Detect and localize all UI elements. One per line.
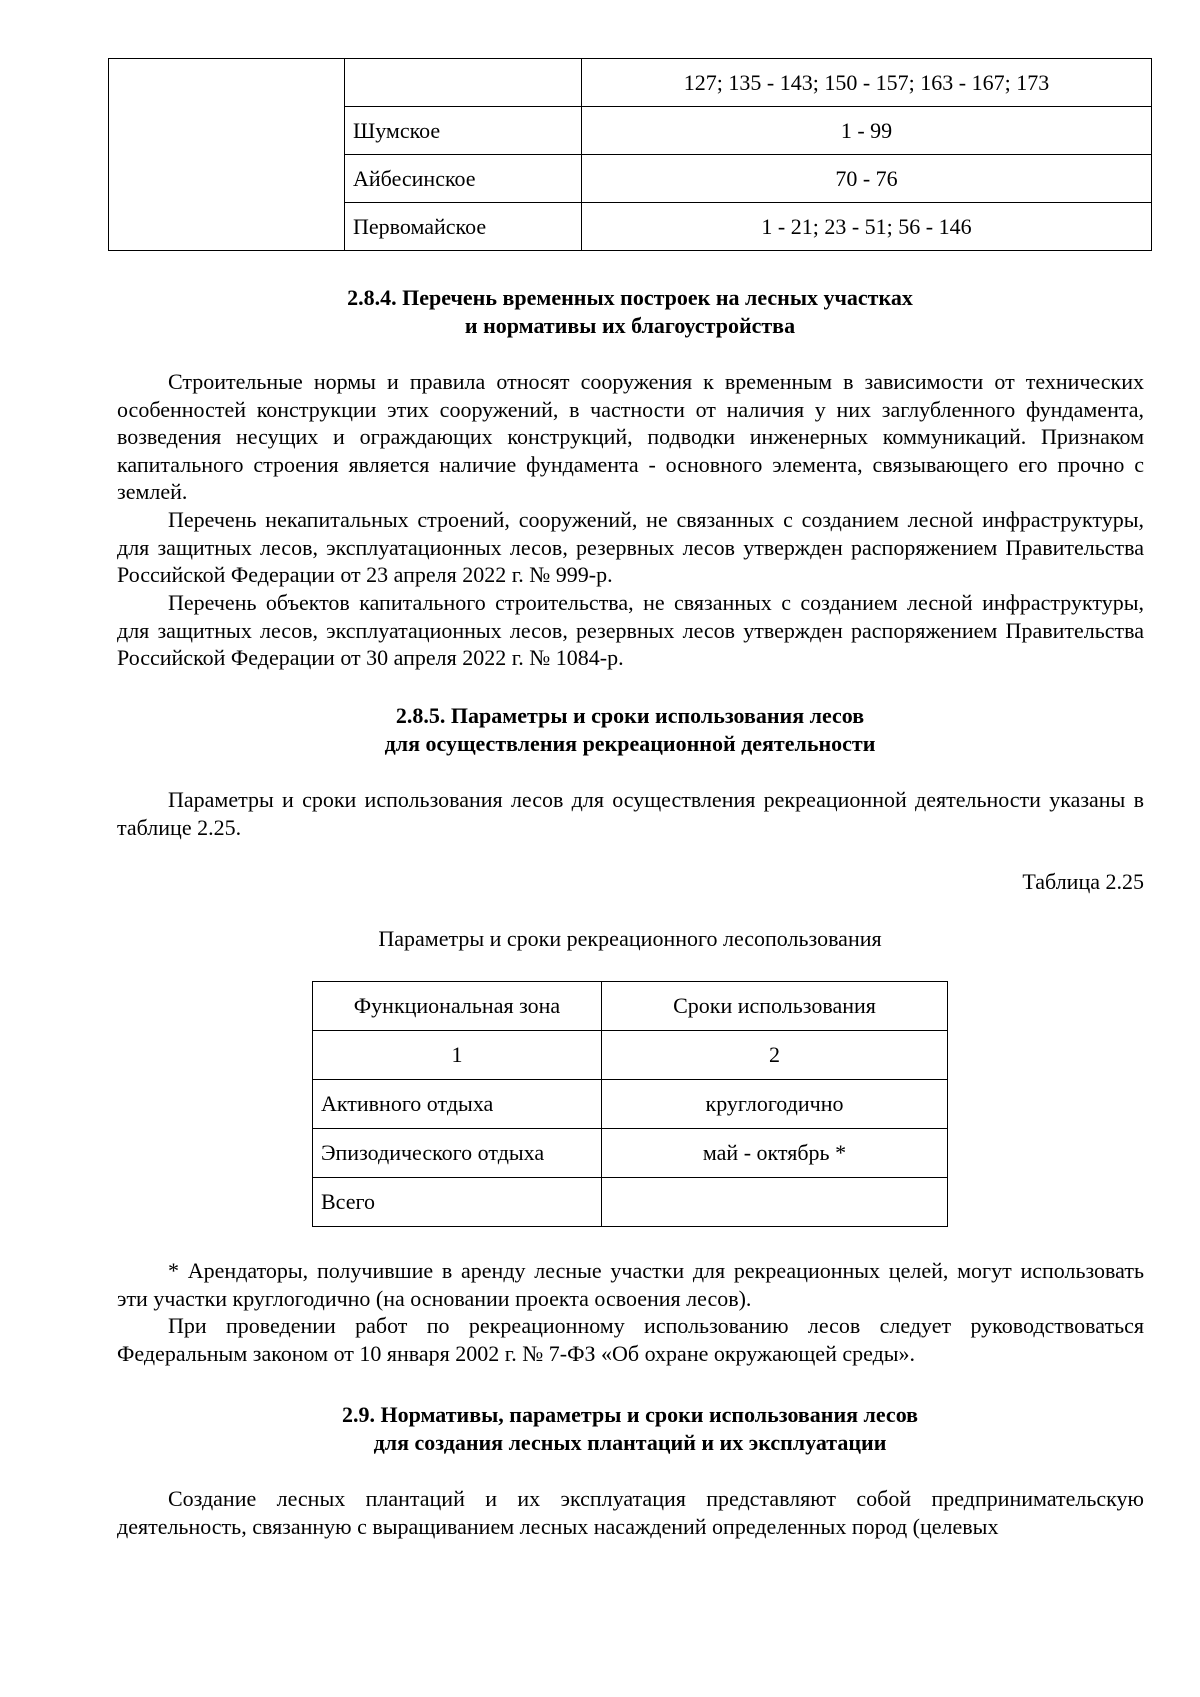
section-heading-284-line2: и нормативы их благоустройства [464, 313, 796, 338]
table-header-row [313, 982, 948, 1031]
table-cell-zone: Всего [313, 1178, 602, 1227]
paragraph: Перечень объектов капитального строительства, не связанных с созданием лесной инфраструктуры, для защитных лесов, эксплуатационных лесов, резервных лесов утвержден распоряжением Правительства Российской Федерации от 30 апреля 2022 г. № 1084-р. [117, 590, 1144, 670]
table-cell-district [345, 59, 582, 107]
forest-quarters-table [108, 58, 1152, 251]
table-cell-district: Айбесинское [345, 155, 582, 203]
table-cell-term: май - октябрь * [602, 1129, 948, 1178]
table-cell-term: круглогодично [602, 1080, 948, 1129]
table-column-number: 2 [602, 1031, 948, 1080]
paragraph: Создание лесных плантаций и их эксплуатация представляют собой предпринимательскую деятельность, связанную с выращиванием лесных насаждений определенных пород (целевых [117, 1486, 1144, 1539]
section-heading-29-line1: 2.9. Нормативы, параметры и сроки использования лесов [341, 1402, 919, 1427]
table-caption: Параметры и сроки рекреационного лесопользования [378, 926, 882, 951]
table-cell-district: Шумское [345, 107, 582, 155]
section-heading-285-line2: для осуществления рекреационной деятельности [384, 731, 876, 756]
table-number: Таблица 2.25 [1022, 869, 1144, 894]
footnote-paragraph: * Арендаторы, получившие в аренду лесные участки для рекреационных целей, могут использовать эти участки круглогодично (на основании проекта освоения лесов). [117, 1258, 1144, 1311]
table-cell-zone: Активного отдыха [313, 1080, 602, 1129]
table-cell-empty [109, 59, 345, 251]
table-column-number: 1 [313, 1031, 602, 1080]
section-heading-285-line1: 2.8.5. Параметры и сроки использования лесов [395, 703, 865, 728]
table-header-zone: Функциональная зона [313, 982, 602, 1031]
table-row [109, 59, 1152, 107]
table-cell-quarters: 1 - 21; 23 - 51; 56 - 146 [582, 203, 1152, 251]
table-cell-zone: Эпизодического отдыха [313, 1129, 602, 1178]
paragraph: Перечень некапитальных строений, сооружений, не связанных с созданием лесной инфраструктуры, для защитных лесов, эксплуатационных лесов, резервных лесов утвержден распоряжением Правительства Российской Федерации от 23 апреля 2022 г. № 999-р. [117, 507, 1144, 587]
table-cell-quarters: 70 - 76 [582, 155, 1152, 203]
table-cell-quarters: 127; 135 - 143; 150 - 157; 163 - 167; 173 [582, 59, 1152, 107]
table-row [313, 1080, 948, 1129]
section-heading-284-line1: 2.8.4. Перечень временных построек на лесных участках [347, 285, 913, 310]
table-cell-district: Первомайское [345, 203, 582, 251]
recreation-table [312, 981, 948, 1227]
table-number-row [313, 1031, 948, 1080]
table-row [313, 1129, 948, 1178]
table-header-term: Сроки использования [602, 982, 948, 1031]
table-cell-quarters: 1 - 99 [582, 107, 1152, 155]
table-cell-term [602, 1178, 948, 1227]
paragraph: Строительные нормы и правила относят сооружения к временным в зависимости от технических особенностей конструкции этих сооружений, в частности от наличия у них заглубленного фундамента, возведения несущих и ограждающих конструкций, подводки инженерных коммуникаций. Признаком капитального строения является наличие фундамента - основного элемента, связывающего его прочно с землей. [117, 369, 1144, 504]
paragraph: Параметры и сроки использования лесов для осуществления рекреационной деятельности указаны в таблице 2.25. [117, 787, 1144, 840]
section-heading-29-line2: для создания лесных плантаций и их эксплуатации [373, 1430, 887, 1455]
table-row [313, 1178, 948, 1227]
paragraph: При проведении работ по рекреационному использованию лесов следует руководствоваться Федеральным законом от 10 января 2002 г. № 7-ФЗ «Об охране окружающей среды». [117, 1313, 1144, 1366]
